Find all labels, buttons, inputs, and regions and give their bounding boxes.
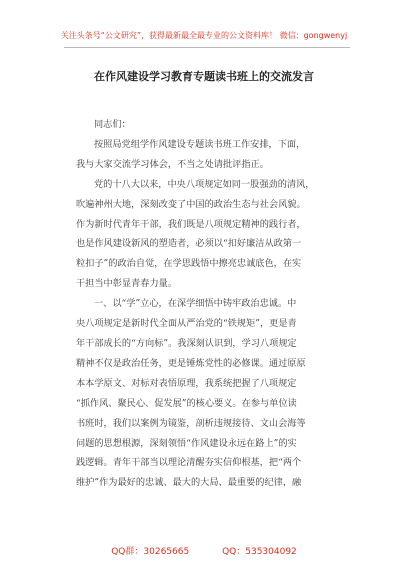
footer-qq-group: QQ群：30265665	[111, 547, 190, 557]
body-line: 精神不仅是政治任务，更是锤炼党性的必修课。通过原原	[76, 357, 306, 369]
body-line: 我与大家交流学习体会，不当之处请批评指正。	[76, 158, 269, 170]
body-line: 维护”作为最好的忠诚、最大的大局、最重要的纪律，融	[76, 477, 302, 489]
body-line: 作为新时代青年干部，我们既是八项规定精神的践行者，	[76, 218, 306, 230]
body-line: 践逻辑。青年干部当以理论清醒夯实信仰根基，把“两个	[76, 457, 302, 469]
body-line: 吹遍神州大地，深刻改变了中国的政治生态与社会风貌。	[76, 198, 306, 210]
header-banner: 关注头条号“公文研究”，获得最新最全最专业的公文资料库！ 微信：gongwenyj	[60, 31, 348, 40]
body-line: 粒扣子”的政治自觉，在学思践悟中擦亮忠诚底色，在实	[76, 258, 302, 270]
body-line: 党的十八大以来，中央八项规定如同一股强劲的清风，	[94, 178, 315, 190]
footer-qq: QQ：535304092	[222, 547, 297, 557]
body-line: 本本学原文、对标对表悟原理，我系统把握了八项规定	[76, 377, 297, 389]
body-line: 年干部成长的“方向标”。我深刻认识到，学习八项规定	[76, 337, 297, 349]
body-line: 干担当中彰显青春力量。	[76, 278, 178, 290]
body-line: 央八项规定是新时代全面从严治党的“铁规矩”，更是青	[76, 318, 297, 330]
body-line: 问题的思想根源，深刻领悟“作风建设永远在路上”的实	[76, 437, 297, 449]
document-title: 在作风建设学习教育专题读书班上的交流发言	[94, 70, 314, 83]
body-line: 按照局党组学作风建设专题读书班工作安排，下面，	[94, 138, 306, 150]
salutation: 同志们：	[94, 119, 131, 130]
header-divider	[64, 47, 350, 48]
body-line: 书班时，我们以案例为镜鉴，剖析违规接待、文山会海等	[76, 417, 306, 429]
footer-contacts	[0, 544, 408, 557]
section-heading-line: 一、以“学”立心，在深学细悟中铸牢政治忠诚。中	[94, 298, 297, 310]
document-body	[76, 115, 348, 493]
body-line: “抓作风、聚民心、促发展”的核心要义。在参与单位读	[76, 397, 297, 409]
body-line: 也是作风建设新风的塑造者，必须以“扣好廉洁从政第一	[76, 238, 302, 250]
